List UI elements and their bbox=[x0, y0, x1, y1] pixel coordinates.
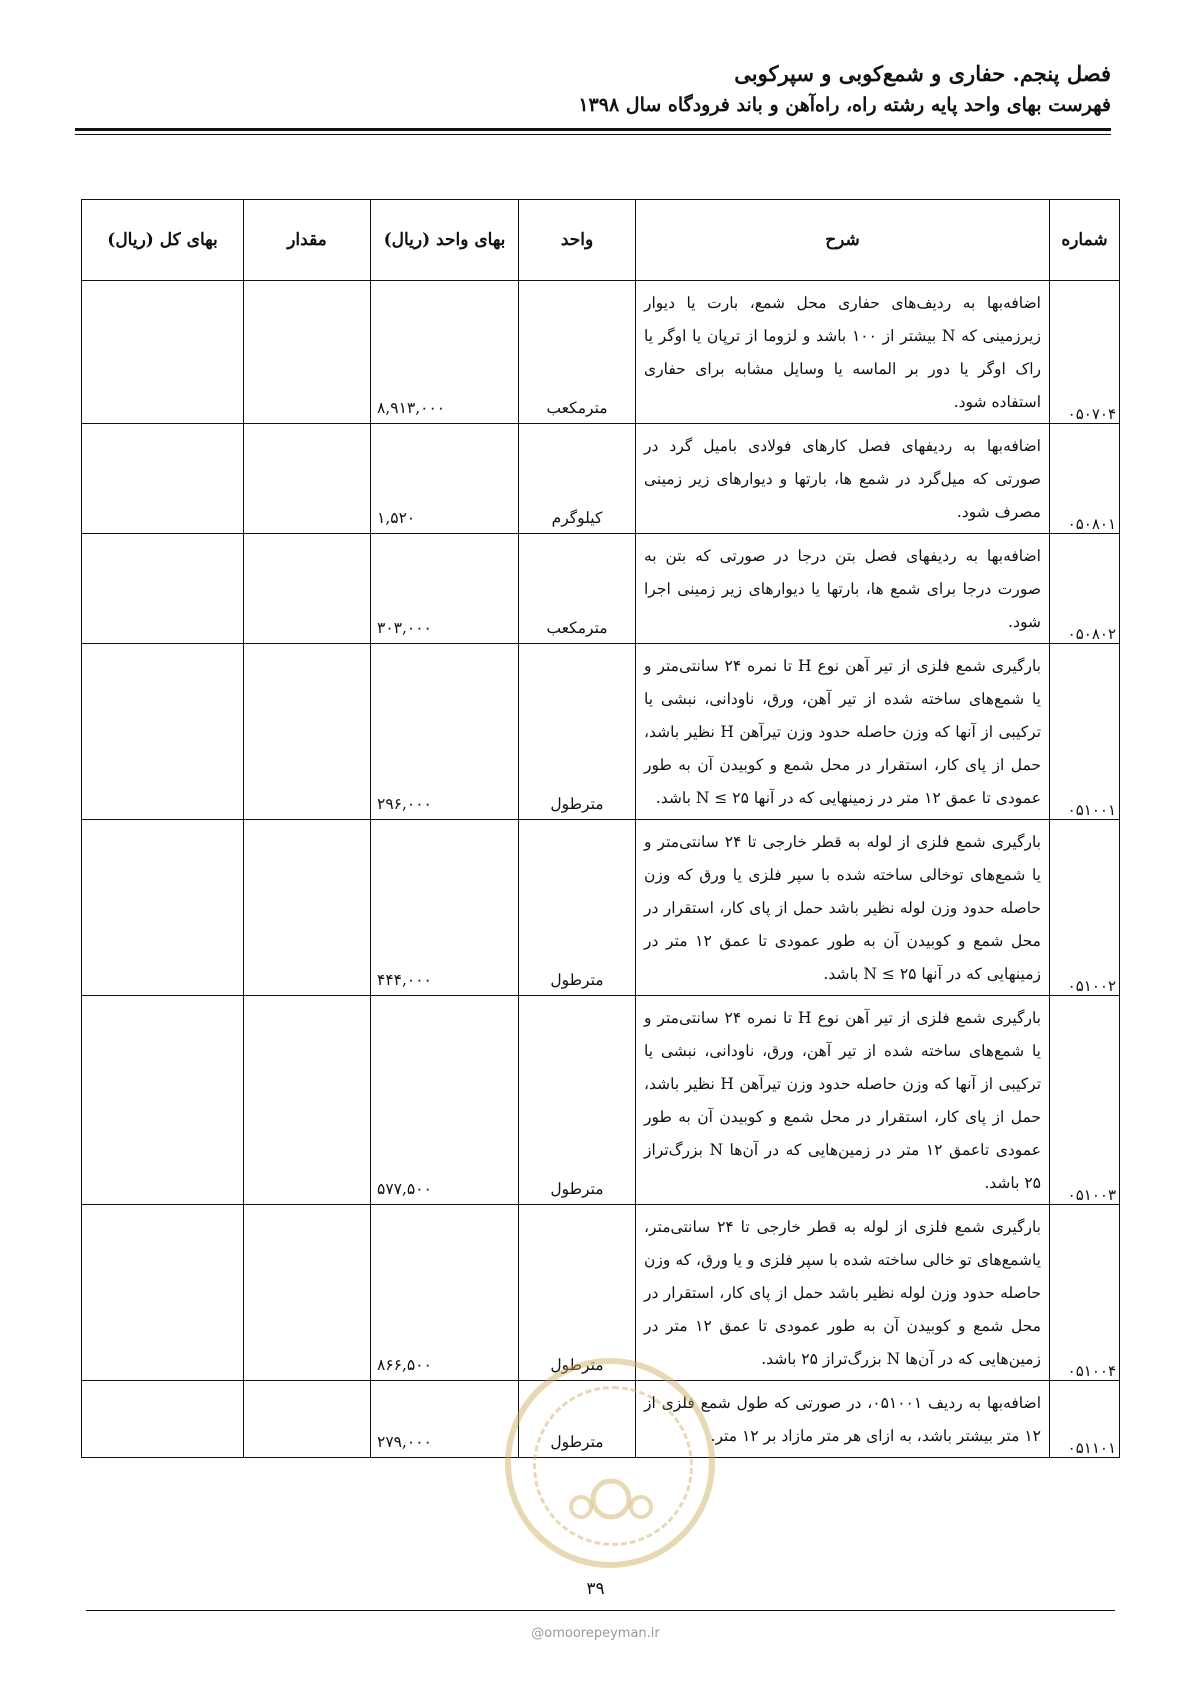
row-total bbox=[82, 820, 244, 996]
row-unit: مترمکعب bbox=[519, 281, 636, 424]
row-code: ۰۵۱۰۰۴ bbox=[1050, 1205, 1120, 1381]
row-total bbox=[82, 424, 244, 534]
chapter-title: فصل پنجم. حفاری و شمع‌کوبی و سپرکوبی bbox=[734, 61, 1111, 86]
table-header-row bbox=[82, 200, 1120, 281]
row-code: ۰۵۰۸۰۱ bbox=[1050, 424, 1120, 534]
col-header-total: بهای کل (ریال) bbox=[82, 200, 244, 281]
row-description: اضافه‌بها به ردیفهای فصل بتن درجا در صورتی که بتن به صورت درجا برای شمع ها، بارتها یا دیوارهای زیر زمینی اجرا شود. bbox=[636, 534, 1050, 644]
row-unit: مترطول bbox=[519, 996, 636, 1205]
row-code: ۰۵۱۰۰۲ bbox=[1050, 820, 1120, 996]
row-unit: کیلوگرم bbox=[519, 424, 636, 534]
row-code: ۰۵۰۷۰۴ bbox=[1050, 281, 1120, 424]
page-number: ۳۹ bbox=[586, 1579, 605, 1599]
row-qty bbox=[244, 820, 371, 996]
row-qty bbox=[244, 644, 371, 820]
row-description: اضافه‌بها به ردیفهای فصل کارهای فولادی بامیل گرد در صورتی که میل‌گرد در شمع ها، بارتها و دیوارهای زیر زمینی مصرف شود. bbox=[636, 424, 1050, 534]
row-code: ۰۵۱۰۰۳ bbox=[1050, 996, 1120, 1205]
row-qty bbox=[244, 534, 371, 644]
row-code: ۰۵۱۱۰۱ bbox=[1050, 1381, 1120, 1458]
row-qty bbox=[244, 1205, 371, 1381]
row-total bbox=[82, 1381, 244, 1458]
gear-icon bbox=[561, 1469, 661, 1529]
footer-rule bbox=[86, 1610, 1115, 1611]
table-row bbox=[82, 820, 1120, 996]
col-header-unit-price: بهای واحد (ریال) bbox=[371, 200, 519, 281]
row-description: بارگیری شمع فلزی از تیر آهن نوع H تا نمره ۲۴ سانتی‌متر و یا شمع‌های ساخته شده از تیر آهن، ورق، ناودانی، نبشی یا ترکیبی از آنها که وزن حاصله حدود وزن تیرآهن H نظیر باشد، حمل از پای کار، استقرار در محل شمع و کوبیدن آن به طور عمودی تاعمق ۱۲ متر در زمین‌هایی که در آن‌ها N بزرگ‌تراز ۲۵ باشد. bbox=[636, 996, 1050, 1205]
row-unit-price: ۲۹۶,۰۰۰ bbox=[371, 644, 519, 820]
col-header-desc: شرح bbox=[636, 200, 1050, 281]
price-list-table bbox=[81, 199, 1120, 1458]
row-total bbox=[82, 534, 244, 644]
row-description: بارگیری شمع فلزی از لوله به قطر خارجی تا ۲۴ سانتی‌متر و یا شمع‌های توخالی ساخته شده با سپر فلزی یا ورق که وزن حاصله حدود وزن لوله نظیر باشد حمل از پای کار، استقرار در محل شمع و کوبیدن آن به طور عمودی تا عمق ۱۲ متر در زمینهایی که در آنها ۲۵ ≥ N باشد. bbox=[636, 820, 1050, 996]
table-row bbox=[82, 1205, 1120, 1381]
row-qty bbox=[244, 1381, 371, 1458]
table-row bbox=[82, 281, 1120, 424]
row-code: ۰۵۰۸۰۲ bbox=[1050, 534, 1120, 644]
row-qty bbox=[244, 996, 371, 1205]
row-total bbox=[82, 281, 244, 424]
row-unit-price: ۸,۹۱۳,۰۰۰ bbox=[371, 281, 519, 424]
row-total bbox=[82, 1205, 244, 1381]
col-header-code: شماره bbox=[1050, 200, 1120, 281]
row-unit: مترمکعب bbox=[519, 534, 636, 644]
row-unit: مترطول bbox=[519, 1381, 636, 1458]
row-description: بارگیری شمع فلزی از لوله به قطر خارجی تا ۲۴ سانتی‌متر، یاشمع‌های تو خالی ساخته شده با سپر فلزی و یا ورق، که وزن حاصله حدود وزن لوله نظیر باشد حمل از پای کار، استقرار در محل شمع و کوبیدن آن به طور عمودی تا عمق ۱۲ متر در زمین‌هایی که در آن‌ها N بزرگ‌تراز ۲۵ باشد. bbox=[636, 1205, 1050, 1381]
document-title: فهرست بهای واحد پایه رشته راه، راه‌آهن و باند فرودگاه سال ۱۳۹۸ bbox=[578, 94, 1111, 116]
row-description: اضافه‌بها به ردیف‌های حفاری محل شمع، بارت یا دیوار زیرزمینی که N بیشتر از ۱۰۰ باشد و لزوما از ترپان یا اوگر یا راک اوگر یا دور بر الماسه یا وسایل مشابه برای حفاری استفاده شود. bbox=[636, 281, 1050, 424]
col-header-qty: مقدار bbox=[244, 200, 371, 281]
row-unit-price: ۳۰۳,۰۰۰ bbox=[371, 534, 519, 644]
row-description: اضافه‌بها به ردیف ۰۵۱۰۰۱، در صورتی که طول شمع فلزی از ۱۲ متر بیشتر باشد، به ازای هر متر مازاد بر ۱۲ متر. bbox=[636, 1381, 1050, 1458]
table-row bbox=[82, 424, 1120, 534]
row-code: ۰۵۱۰۰۱ bbox=[1050, 644, 1120, 820]
table-row bbox=[82, 534, 1120, 644]
row-unit: مترطول bbox=[519, 644, 636, 820]
row-unit-price: ۱,۵۲۰ bbox=[371, 424, 519, 534]
row-unit-price: ۸۶۶,۵۰۰ bbox=[371, 1205, 519, 1381]
row-unit: مترطول bbox=[519, 820, 636, 996]
watermark-url: @omoorepeyman.ir bbox=[531, 1626, 660, 1641]
row-unit-price: ۲۷۹,۰۰۰ bbox=[371, 1381, 519, 1458]
header-rule-thin bbox=[75, 134, 1111, 135]
watermark-seal-icon bbox=[505, 1358, 715, 1568]
row-unit: مترطول bbox=[519, 1205, 636, 1381]
row-unit-price: ۵۷۷,۵۰۰ bbox=[371, 996, 519, 1205]
table-row bbox=[82, 644, 1120, 820]
row-unit-price: ۴۴۴,۰۰۰ bbox=[371, 820, 519, 996]
row-total bbox=[82, 996, 244, 1205]
row-description: بارگیری شمع فلزی از تیر آهن نوع H تا نمره ۲۴ سانتی‌متر و یا شمع‌های ساخته شده از تیر آهن، ورق، ناودانی، نبشی یا ترکیبی از آنها که وزن حاصله حدود وزن تیرآهن H نظیر باشد، حمل از پای کار، استقرار در محل شمع و کوبیدن آن به طور عمودی تا عمق ۱۲ متر در زمینهایی که در آنها ۲۵ ≥ N باشد. bbox=[636, 644, 1050, 820]
table-row bbox=[82, 996, 1120, 1205]
col-header-unit: واحد bbox=[519, 200, 636, 281]
row-total bbox=[82, 644, 244, 820]
header-rule-thick bbox=[75, 128, 1111, 131]
page-header bbox=[75, 58, 1111, 120]
row-qty bbox=[244, 281, 371, 424]
row-qty bbox=[244, 424, 371, 534]
